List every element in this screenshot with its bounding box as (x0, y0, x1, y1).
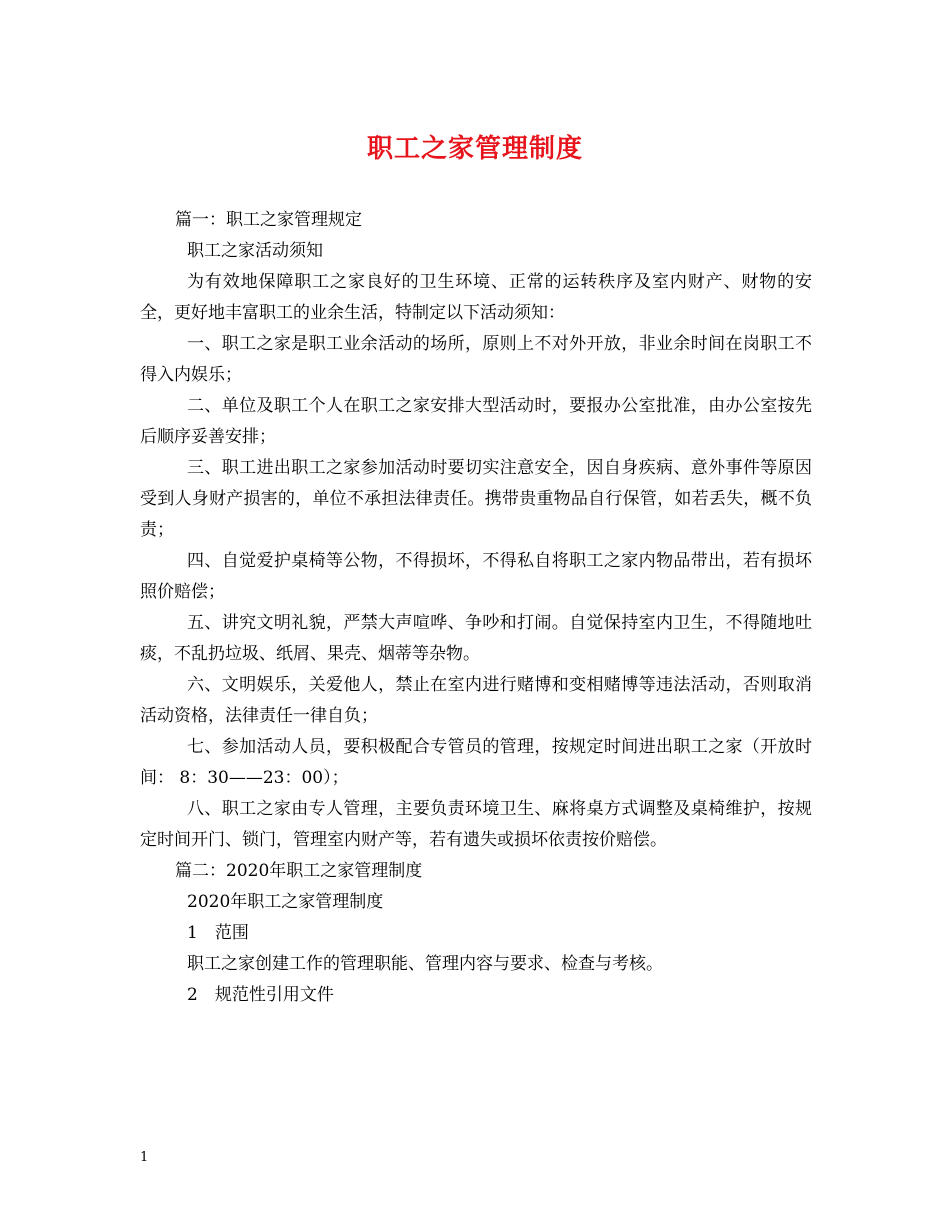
paragraph: 五、讲究文明礼貌，严禁大声喧哗、争吵和打闹。自觉保持室内卫生，不得随地吐痰，不乱扔垃圾、纸屑、果壳、烟蒂等杂物。 (140, 613, 812, 664)
document-title: 职工之家管理制度 (366, 134, 583, 164)
paragraph: 八、职工之家由专人管理，主要负责环境卫生、麻将桌方式调整及桌椅维护，按规定时间开门、锁门，管理室内财产等，若有遗失或损坏依责按价赔偿。 (140, 799, 812, 850)
paragraph: 一、职工之家是职工业余活动的场所，原则上不对外开放，非业余时间在岗职工不得入内娱乐； (140, 334, 812, 385)
paragraph: 2020年职工之家管理制度 (187, 892, 384, 912)
paragraph: 篇二：2020年职工之家管理制度 (175, 861, 423, 881)
paragraph: 职工之家活动须知 (187, 241, 323, 261)
paragraph: 七、参加活动人员，要积极配合专管员的管理，按规定时间进出职工之家（开放时间： 8：30——23：00）； (140, 737, 812, 788)
page-number: 1 (140, 1150, 149, 1165)
paragraph: 二、单位及职工个人在职工之家安排大型活动时，要报办公室批准，由办公室按先后顺序妥善安排； (140, 396, 812, 447)
paragraph: 篇一：职工之家管理规定 (175, 210, 362, 230)
paragraph: 为有效地保障职工之家良好的卫生环境、正常的运转秩序及室内财产、财物的安全，更好地丰富职工的业余生活，特制定以下活动须知： (140, 272, 812, 323)
paragraph: 四、自觉爱护桌椅等公物，不得损坏，不得私自将职工之家内物品带出，若有损坏照价赔偿； (140, 551, 812, 602)
paragraph: 六、文明娱乐，关爱他人，禁止在室内进行赌博和变相赌博等违法活动，否则取消活动资格，法律责任一律自负； (140, 675, 812, 726)
paragraph: 三、职工进出职工之家参加活动时要切实注意安全，因自身疾病、意外事件等原因受到人身财产损害的，单位不承担法律责任。携带贵重物品自行保管，如若丢失，概不负责； (140, 458, 812, 540)
paragraph: 2 规范性引用文件 (187, 985, 334, 1005)
paragraph: 1 范围 (187, 923, 249, 943)
document-body (140, 205, 812, 1011)
paragraph: 职工之家创建工作的管理职能、管理内容与要求、检查与考核。 (187, 954, 663, 974)
